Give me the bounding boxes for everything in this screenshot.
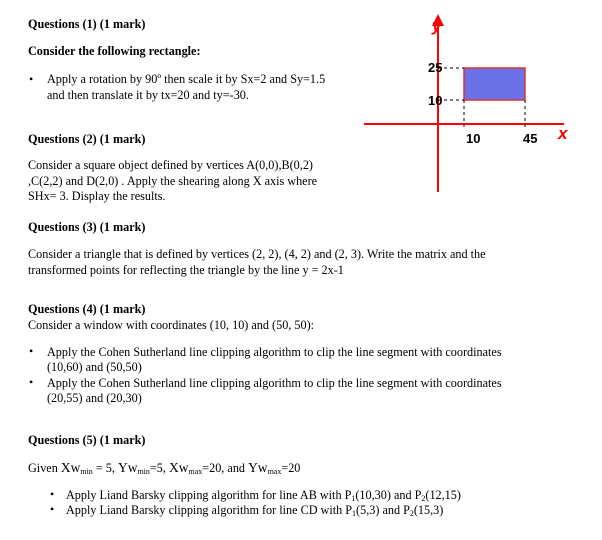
q5-b2-p2-sub: 2: [409, 509, 414, 518]
x-axis-label: x: [558, 124, 568, 143]
yw-max-val: =20: [281, 461, 301, 475]
q4-b2-line2: (20,55) and (20,30): [47, 391, 142, 405]
tick-label-25: 25: [428, 60, 443, 75]
yw-min-main: Yw: [117, 460, 138, 475]
rectangle-figure: [360, 10, 580, 195]
xw-max-val: =20, and: [202, 461, 249, 475]
bullet-icon: •: [29, 375, 34, 389]
given-prefix: Given: [28, 461, 61, 475]
q4-b1-line1: Apply the Cohen Sutherland line clipping algorithm to clip the line segment with coordinates: [47, 345, 502, 359]
yw-max-main: Yw: [248, 460, 268, 475]
q4-b1-line2: (10,60) and (50,50): [47, 360, 142, 374]
xw-min-sub: min: [80, 467, 93, 476]
q5-b1-text: Apply Liand Barsky clipping algorithm for line AB with P: [66, 488, 352, 502]
q1-intro: Consider the following rectangle:: [28, 44, 201, 58]
shape-rectangle: [464, 68, 525, 100]
q4-heading: Questions (4) (1 mark): [28, 302, 146, 316]
q5-b2-text: Apply Liand Barsky clipping algorithm for line CD with P: [66, 503, 353, 517]
yw-min-val: =5,: [149, 461, 169, 475]
q5-b2-p1-coords: (5,3) and P: [356, 503, 410, 517]
q1-bullet-line2: and then translate it by tx=20 and ty=-30.: [47, 88, 249, 102]
xw-min-main: Xw: [60, 460, 81, 475]
yw-max-sub: max: [267, 467, 282, 476]
q3-line2: transformed points for reflecting the triangle by the line y = 2x-1: [28, 263, 344, 277]
q5-b1-p2-sub: 2: [421, 494, 426, 503]
bullet-icon: •: [29, 344, 34, 358]
tick-label-10-y: 10: [428, 93, 443, 108]
q5-b1-p1-coords: (10,30) and P: [355, 488, 422, 502]
yw-min-sub: min: [137, 467, 150, 476]
q1-bullet-line1: Apply a rotation by 90º then scale it by Sx=2 and Sy=1.5: [47, 72, 326, 86]
q5-b2-p1-sub: 1: [352, 509, 357, 518]
xw-min-val: = 5,: [92, 461, 118, 475]
tick-label-10-x: 10: [466, 131, 481, 146]
q3-heading: Questions (3) (1 mark): [28, 220, 146, 234]
q5-b1-p1-sub: 1: [351, 494, 356, 503]
q5-bullet2: [66, 503, 443, 521]
bullet-icon: •: [50, 487, 55, 501]
q2-line3: SHx= 3. Display the results.: [28, 189, 166, 203]
q5-heading: Questions (5) (1 mark): [28, 433, 146, 447]
q4-intro: Consider a window with coordinates (10, 10) and (50, 50):: [28, 318, 315, 332]
tick-label-45: 45: [523, 131, 538, 146]
q1-heading: Questions (1) (1 mark): [28, 17, 146, 31]
q5-b2-p2-coords: (15,3): [413, 503, 444, 517]
q2-line2: ,C(2,2) and D(2,0) . Apply the shearing along X axis where: [28, 174, 318, 188]
xw-max-sub: max: [188, 467, 203, 476]
q2-heading: Questions (2) (1 mark): [28, 132, 146, 146]
q5-b1-p2-coords: (12,15): [425, 488, 461, 502]
q2-line1: Consider a square object defined by vertices A(0,0),B(0,2): [28, 158, 313, 172]
q3-line1: Consider a triangle that is defined by vertices (2, 2), (4, 2) and (2, 3). Write the matrix and the: [28, 247, 486, 261]
bullet-icon: •: [29, 72, 34, 86]
bullet-icon: •: [50, 502, 55, 516]
q5-given: [28, 460, 300, 479]
y-axis-label: y: [432, 16, 442, 35]
xw-max-main: Xw: [168, 460, 189, 475]
q4-b2-line1: Apply the Cohen Sutherland line clipping algorithm to clip the line segment with coordinates: [47, 376, 502, 390]
